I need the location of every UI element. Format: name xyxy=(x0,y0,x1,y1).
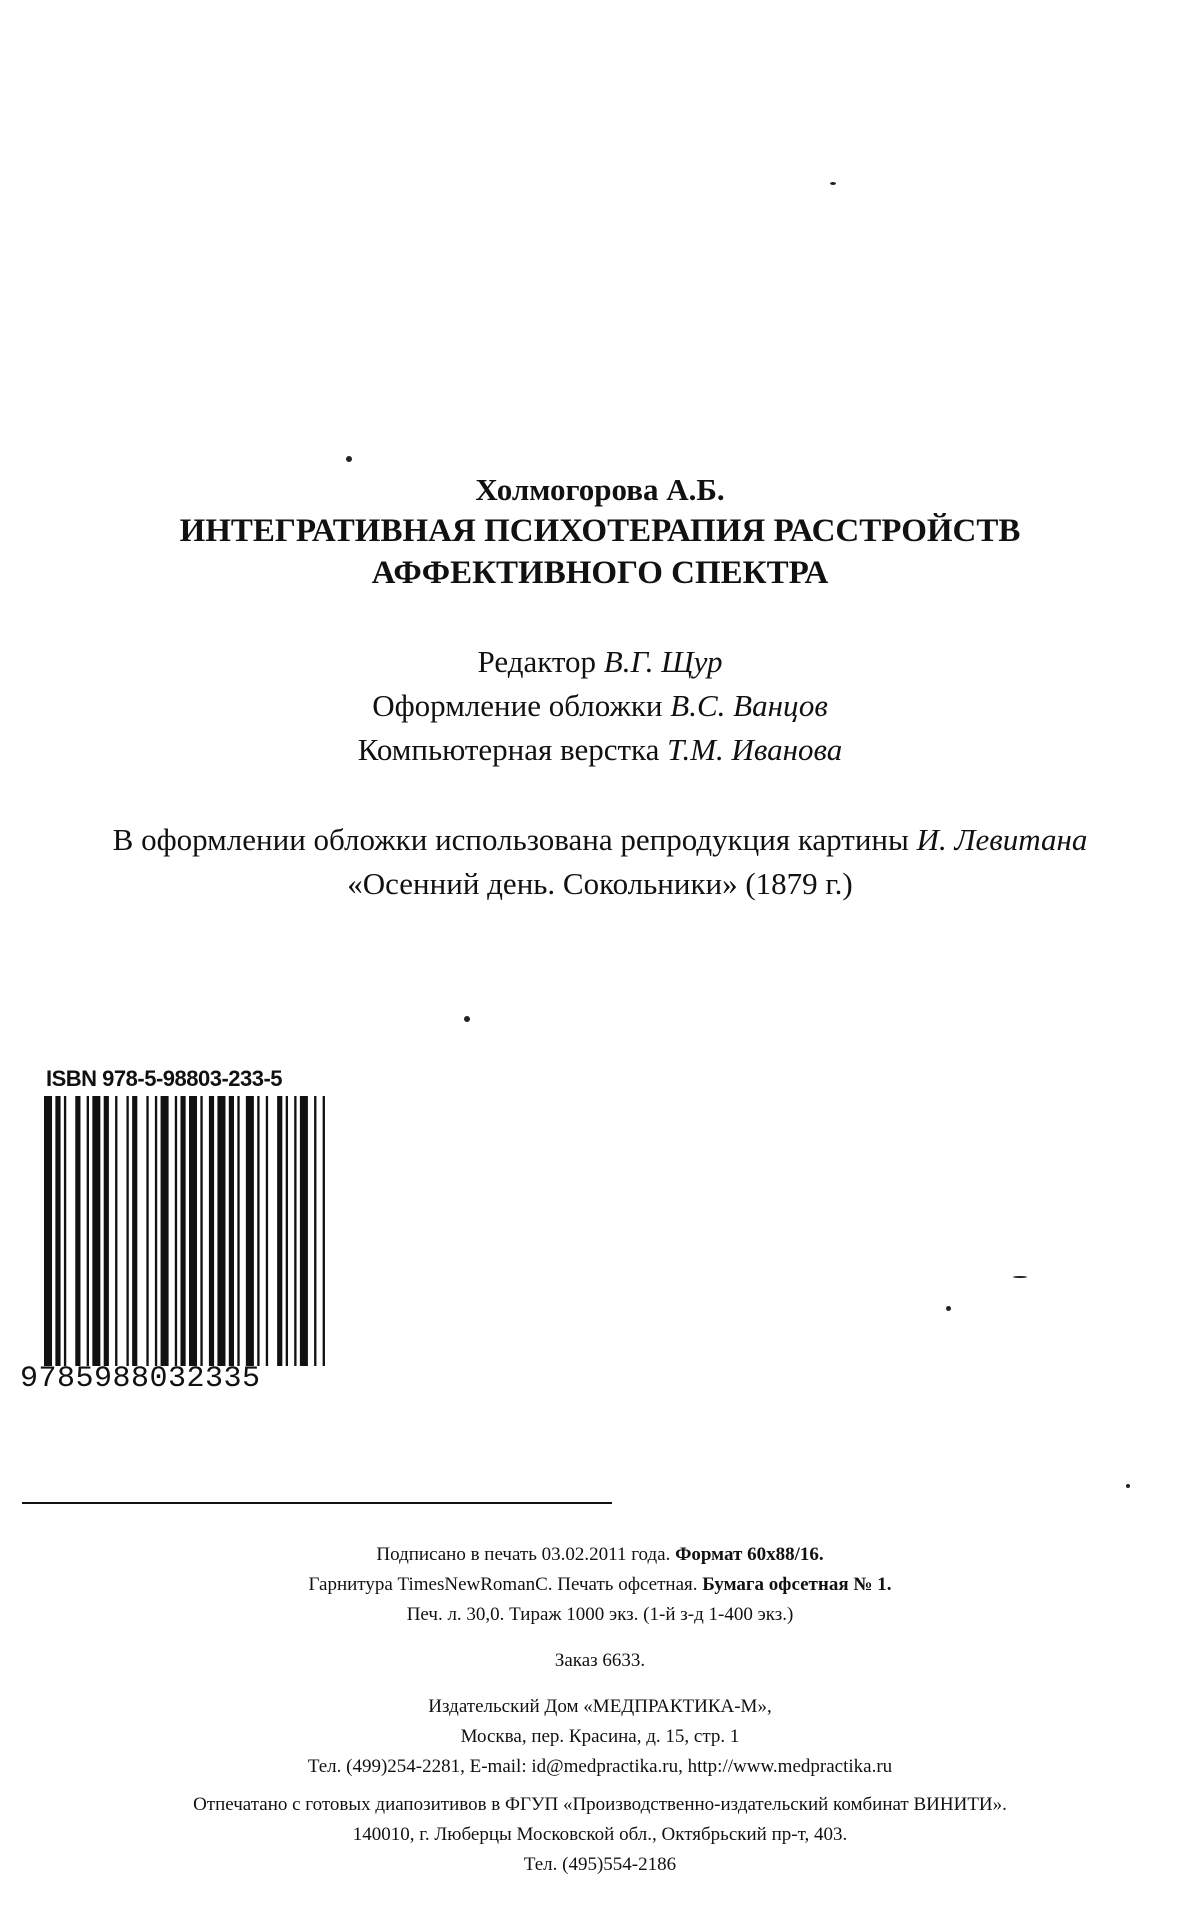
barcode-bar xyxy=(209,1096,214,1366)
imprint-block xyxy=(0,1540,1200,1880)
barcode-bar xyxy=(277,1096,282,1366)
imprint-signed-line xyxy=(0,1540,1200,1570)
barcode-bar xyxy=(175,1096,177,1366)
barcode-bar xyxy=(300,1096,308,1366)
barcode-bar xyxy=(217,1096,225,1366)
cover-design-name: В.С. Ванцов xyxy=(670,688,828,723)
barcode-bar xyxy=(161,1096,169,1366)
imprint-printer: Отпечатано с готовых диапозитивов в ФГУП «Производственно-издательский комбинат ВИНИТИ». xyxy=(193,1794,1007,1815)
scan-speck xyxy=(464,1016,470,1022)
isbn-label: ISBN 978-5-98803-233-5 xyxy=(46,1066,283,1091)
layout-credit xyxy=(0,728,1200,772)
barcode-bar xyxy=(92,1096,100,1366)
barcode-bar xyxy=(314,1096,316,1366)
barcode-bar xyxy=(257,1096,259,1366)
layout-name: Т.М. Иванова xyxy=(667,732,843,767)
barcode-bar xyxy=(55,1096,60,1366)
scan-speck xyxy=(346,456,352,462)
cover-note-prefix: В оформлении обложки использована репродукция картины xyxy=(112,822,909,857)
barcode xyxy=(44,1096,334,1366)
barcode-bar xyxy=(155,1096,157,1366)
barcode-bar xyxy=(64,1096,66,1366)
cover-note xyxy=(0,818,1200,906)
editor-label: Редактор xyxy=(477,644,597,679)
barcode-bar xyxy=(180,1096,185,1366)
cover-note-artist: И. Левитана xyxy=(916,822,1088,857)
barcode-bar xyxy=(146,1096,148,1366)
imprint-printer-phone: Тел. (495)554-2186 xyxy=(523,1854,677,1875)
scan-speck xyxy=(946,1306,951,1311)
book-title-line-2: АФФЕКТИВНОГО СПЕКТРА xyxy=(371,555,829,591)
scan-speck xyxy=(830,182,836,185)
barcode-bar xyxy=(246,1096,254,1366)
imprint-signed: Подписано в печать 03.02.2011 года. xyxy=(376,1544,671,1565)
scan-speck xyxy=(1126,1484,1130,1488)
barcode-bar xyxy=(104,1096,109,1366)
editor-name: В.Г. Щур xyxy=(603,644,723,679)
layout-label: Компьютерная верстка xyxy=(357,732,660,767)
imprint-typeface: Гарнитура TimesNewRomanC. Печать офсетная. xyxy=(308,1574,698,1595)
barcode-bar xyxy=(266,1096,268,1366)
scan-speck xyxy=(1013,1276,1027,1278)
imprint-contacts: Тел. (499)254-2281, E-mail: id@medpractika.ru, http://www.medpractika.ru xyxy=(307,1756,893,1777)
barcode-bar xyxy=(44,1096,52,1366)
barcode-bar xyxy=(294,1096,296,1366)
imprint-typeface-line xyxy=(0,1570,1200,1600)
book-title-line-1: ИНТЕГРАТИВНАЯ ПСИХОТЕРАПИЯ РАССТРОЙСТВ xyxy=(179,513,1021,549)
cover-design-credit xyxy=(0,684,1200,728)
barcode-bar xyxy=(189,1096,197,1366)
barcode-digits: 9785988032335 xyxy=(20,1362,261,1396)
editor-credit xyxy=(0,640,1200,684)
barcode-bar xyxy=(229,1096,234,1366)
barcode-bar xyxy=(115,1096,117,1366)
barcode-bar xyxy=(323,1096,325,1366)
imprint-printer-address: 140010, г. Люберцы Московской обл., Октябрьский пр-т, 403. xyxy=(352,1824,848,1845)
barcode-bar xyxy=(200,1096,202,1366)
imprint-order: Заказ 6633. xyxy=(554,1650,646,1671)
divider-rule xyxy=(22,1502,612,1504)
barcode-bar xyxy=(237,1096,239,1366)
barcode-bar xyxy=(75,1096,80,1366)
imprint-print-run: Печ. л. 30,0. Тираж 1000 экз. (1-й з-д 1-400 экз.) xyxy=(406,1604,794,1625)
title-block xyxy=(0,470,1200,594)
imprint-format: Формат 60x88/16. xyxy=(675,1544,824,1565)
cover-note-line-2: «Осенний день. Сокольники» (1879 г.) xyxy=(347,866,853,901)
barcode-bar xyxy=(132,1096,137,1366)
barcode-bar xyxy=(87,1096,89,1366)
imprint-address: Москва, пер. Красина, д. 15, стр. 1 xyxy=(460,1726,740,1747)
barcode-bar xyxy=(126,1096,128,1366)
author: Холмогорова А.Б. xyxy=(475,472,725,507)
barcode-bar xyxy=(286,1096,288,1366)
credits xyxy=(0,640,1200,772)
cover-design-label: Оформление обложки xyxy=(372,688,663,723)
imprint-publisher: Издательский Дом «МЕДПРАКТИКА-М», xyxy=(428,1696,772,1717)
cover-note-line-1 xyxy=(0,818,1200,862)
imprint-paper: Бумага офсетная № 1. xyxy=(702,1574,892,1595)
